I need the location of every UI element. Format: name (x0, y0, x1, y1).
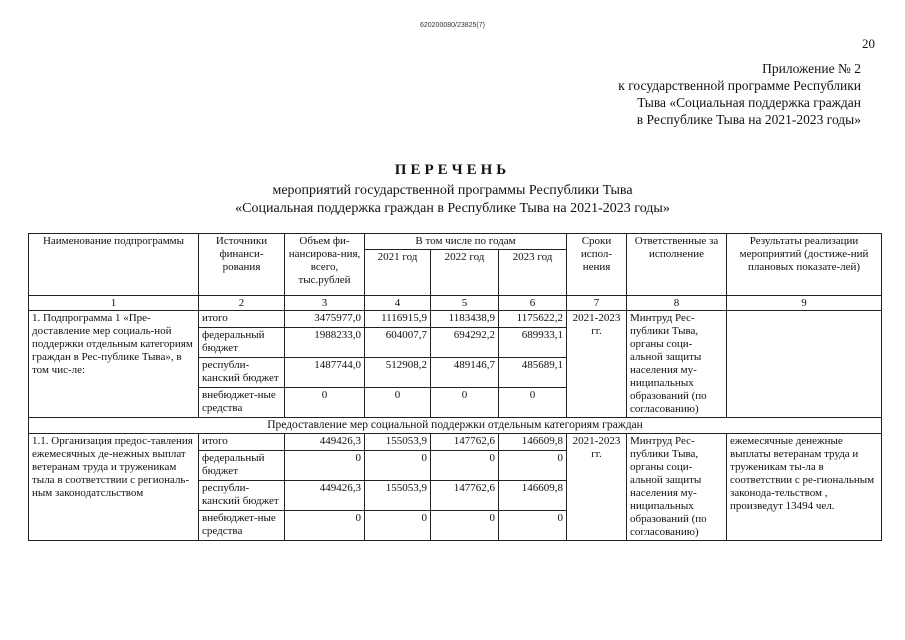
table-header-row (29, 234, 882, 250)
source-cell: внебюджет-ные средства (199, 510, 285, 540)
page-number: 20 (862, 36, 875, 51)
source-cell: итого (199, 434, 285, 451)
year-2022-cell: 1183438,9 (431, 311, 499, 328)
year-2022-cell: 0 (431, 510, 499, 540)
year-2021-cell: 512908,2 (365, 357, 431, 387)
total-cell: 449426,3 (285, 480, 365, 510)
header-sources: Источники финанси-рования (199, 234, 285, 296)
measures-table (28, 233, 882, 541)
col-number: 5 (431, 296, 499, 311)
year-2023-cell: 146609,8 (499, 434, 567, 451)
year-2022-cell: 694292,2 (431, 327, 499, 357)
appendix-line: Тыва «Социальная поддержка граждан (637, 95, 861, 110)
year-2023-cell: 485689,1 (499, 357, 567, 387)
document-subtitle (0, 182, 905, 218)
year-2022-cell: 0 (431, 450, 499, 480)
total-cell: 1988233,0 (285, 327, 365, 357)
appendix-line: к государственной программе Республики (618, 78, 861, 93)
year-2023-cell: 689933,1 (499, 327, 567, 357)
total-cell: 0 (285, 510, 365, 540)
total-cell: 0 (285, 450, 365, 480)
column-numbers-row (29, 296, 882, 311)
source-cell: итого (199, 311, 285, 328)
source-cell: республи-канский бюджет (199, 357, 285, 387)
appendix-note (561, 60, 861, 128)
result-cell (727, 311, 882, 418)
source-cell: федеральный бюджет (199, 450, 285, 480)
subtitle-line: «Социальная поддержка граждан в Республике Тыва на 2021-2023 годы» (235, 201, 670, 216)
year-2023-cell: 0 (499, 510, 567, 540)
table-row (29, 311, 882, 328)
document-id: 620200080/23825(7) (419, 22, 485, 29)
subprogram-name: 1. Подпрограмма 1 «Пре-доставление мер социаль-ной поддержки отдельным категориям граждан в Рес-публике Тыва», в том чис-ле: (29, 311, 199, 418)
appendix-line: Приложение № 2 (762, 61, 861, 76)
year-2021-cell: 0 (365, 450, 431, 480)
term-cell: 2021-2023 гг. (567, 434, 627, 541)
year-2022-cell: 147762,6 (431, 480, 499, 510)
header-2023: 2023 год (499, 250, 567, 296)
header-terms: Сроки испол-нения (567, 234, 627, 296)
total-cell: 0 (285, 387, 365, 417)
col-number: 8 (627, 296, 727, 311)
header-name: Наименование подпрограммы (29, 234, 199, 296)
year-2021-cell: 0 (365, 510, 431, 540)
responsible-cell: Минтруд Рес-публики Тыва, органы соци-альной защиты населения му-ниципальных образований (по согласованию) (627, 434, 727, 541)
year-2021-cell: 155053,9 (365, 434, 431, 451)
header-responsible: Ответственные за исполнение (627, 234, 727, 296)
col-number: 4 (365, 296, 431, 311)
year-2023-cell: 1175622,2 (499, 311, 567, 328)
total-cell: 449426,3 (285, 434, 365, 451)
table-row (29, 434, 882, 451)
col-number: 1 (29, 296, 199, 311)
year-2023-cell: 0 (499, 450, 567, 480)
responsible-cell: Минтруд Рес-публики Тыва, органы соци-альной защиты населения му-ниципальных образований (по согласованию) (627, 311, 727, 418)
header-2022: 2022 год (431, 250, 499, 296)
header-2021: 2021 год (365, 250, 431, 296)
subtitle-line: мероприятий государственной программы Республики Тыва (272, 183, 633, 198)
appendix-line: в Республике Тыва на 2021-2023 годы» (636, 112, 861, 127)
measure-name: 1.1. Организация предос-тавления ежемесячных де-нежных выплат ветеранам труда и труженикам тыла в соответствии с региональ-ным законодатсльством (29, 434, 199, 541)
year-2021-cell: 1116915,9 (365, 311, 431, 328)
total-cell: 3475977,0 (285, 311, 365, 328)
year-2023-cell: 0 (499, 387, 567, 417)
year-2022-cell: 0 (431, 387, 499, 417)
col-number: 3 (285, 296, 365, 311)
header-volume: Объем фи-нансирова-ния, всего, тыс.рублей (285, 234, 365, 296)
source-cell: федеральный бюджет (199, 327, 285, 357)
result-cell: ежемесячные денежные выплаты ветеранам труда и труженикам ты-ла в соответствии с ре-гиональным законода-тельством , произведут 13494 чел. (727, 434, 882, 541)
section-title-row (29, 418, 882, 434)
total-cell: 1487744,0 (285, 357, 365, 387)
col-number: 9 (727, 296, 882, 311)
section-title: Предоставление мер социальной поддержки отдельным категориям граждан (29, 418, 882, 434)
header-results: Результаты реализации мероприятий (достиже-ний плановых показате-лей) (727, 234, 882, 296)
year-2021-cell: 0 (365, 387, 431, 417)
year-2022-cell: 489146,7 (431, 357, 499, 387)
source-cell: внебюджет-ные средства (199, 387, 285, 417)
col-number: 2 (199, 296, 285, 311)
document-title: ПЕРЕЧЕНЬ (394, 162, 511, 178)
col-number: 6 (499, 296, 567, 311)
year-2021-cell: 604007,7 (365, 327, 431, 357)
year-2021-cell: 155053,9 (365, 480, 431, 510)
year-2022-cell: 147762,6 (431, 434, 499, 451)
col-number: 7 (567, 296, 627, 311)
header-by-years: В том числе по годам (365, 234, 567, 250)
year-2023-cell: 146609,8 (499, 480, 567, 510)
term-cell: 2021-2023 гг. (567, 311, 627, 418)
source-cell: республи-канский бюджет (199, 480, 285, 510)
